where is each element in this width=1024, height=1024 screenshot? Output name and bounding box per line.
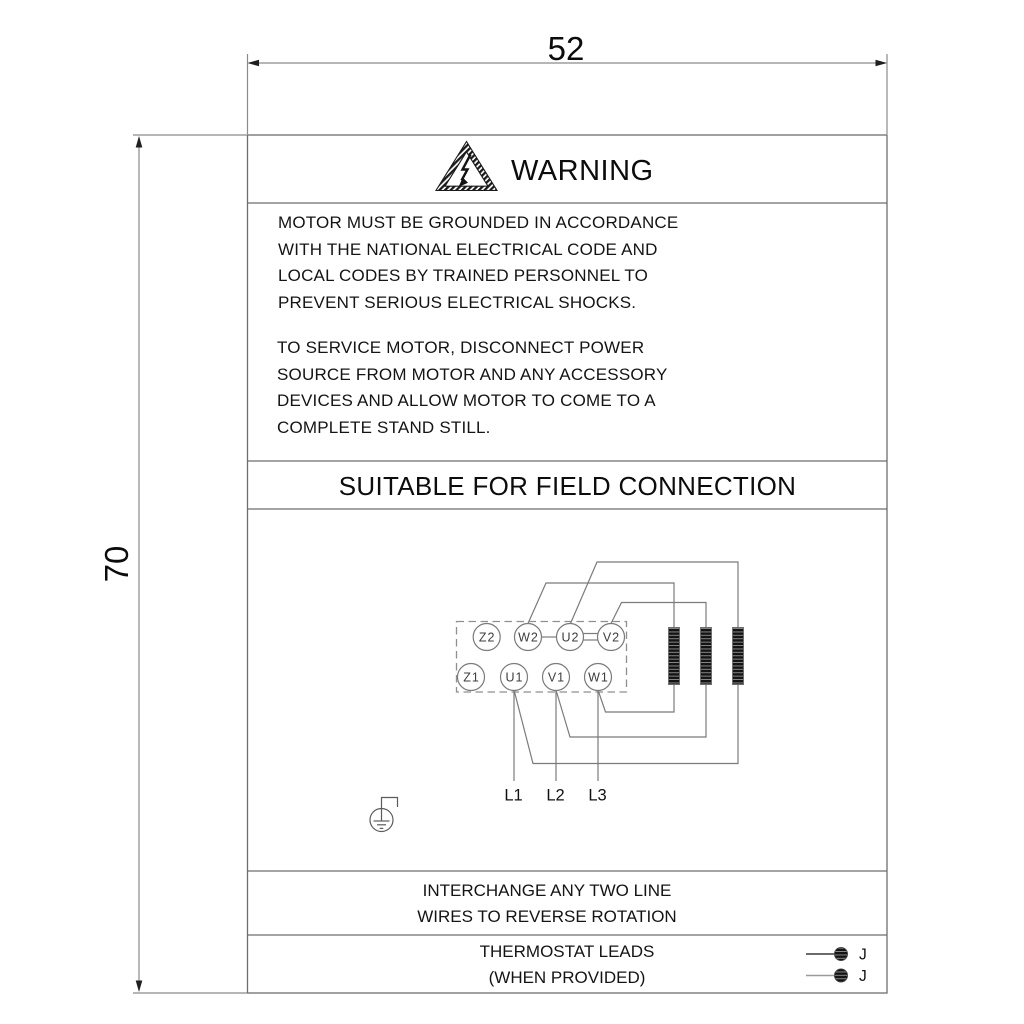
- service-warning-paragraph: [277, 335, 668, 441]
- wire-w1-to-winding1: [598, 684, 674, 712]
- protective-earth-icon: [370, 798, 398, 832]
- line-label-l1: L1: [504, 786, 523, 805]
- grounding-warning-paragraph: [278, 210, 678, 316]
- interchange-note: [229, 878, 865, 930]
- wire-u1-to-winding3: [514, 684, 738, 764]
- terminal-label-u2: U2: [561, 630, 580, 645]
- thermostat-note-line1: THERMOSTAT LEADS: [479, 942, 655, 961]
- paragraph2-line1: TO SERVICE MOTOR, DISCONNECT POWER: [277, 338, 645, 357]
- line-label-l2: L2: [546, 786, 565, 805]
- width-dimension-value: 52: [547, 30, 585, 67]
- line-label-l3: L3: [588, 786, 607, 805]
- arrow-left-icon: [248, 60, 260, 67]
- height-dimension-value: [82, 529, 152, 599]
- wire-u2-to-winding3: [571, 562, 739, 628]
- paragraph1-line4: PREVENT SERIOUS ELECTRICAL SHOCKS.: [278, 292, 637, 312]
- interchange-note-line1: INTERCHANGE ANY TWO LINE: [422, 881, 672, 900]
- terminal-label-z2: Z2: [478, 630, 496, 645]
- terminal-label-z1: Z1: [463, 670, 480, 685]
- paragraph2-line2: SOURCE FROM MOTOR AND ANY ACCESSORY: [277, 364, 668, 384]
- winding-3: [733, 628, 744, 685]
- wire-v2-to-winding2: [611, 603, 706, 629]
- thermostat-lead-1-label: J: [859, 946, 867, 964]
- thermostat-note: [249, 939, 885, 991]
- thermostat-lead-2-label: J: [859, 968, 867, 985]
- height-dimension-text: 70: [98, 545, 135, 583]
- field-connection-title: SUITABLE FOR FIELD CONNECTION: [338, 471, 797, 501]
- interchange-note-line2: WIRES TO REVERSE ROTATION: [417, 907, 677, 926]
- terminal-label-w1: W1: [588, 670, 609, 685]
- arrow-up-icon: [136, 136, 143, 148]
- winding-1: [669, 628, 680, 685]
- terminal-label-u1: U1: [505, 670, 524, 685]
- paragraph1-line2: WITH THE NATIONAL ELECTRICAL CODE AND: [278, 239, 658, 259]
- high-voltage-triangle-icon: [436, 142, 497, 191]
- thermostat-note-line2: (WHEN PROVIDED): [488, 968, 646, 987]
- warning-title: WARNING: [511, 155, 654, 187]
- motor-windings: [669, 628, 744, 685]
- paragraph1-line1: MOTOR MUST BE GROUNDED IN ACCORDANCE: [278, 213, 679, 232]
- terminal-label-v1: V1: [547, 670, 566, 685]
- paragraph1-line3: LOCAL CODES BY TRAINED PERSONNEL TO: [278, 266, 649, 286]
- terminal-label-v2: V2: [602, 630, 621, 645]
- terminal-label-w2: W2: [518, 630, 539, 645]
- arrow-right-icon: [876, 60, 888, 67]
- paragraph2-line3: DEVICES AND ALLOW MOTOR TO COME TO A: [277, 391, 656, 411]
- line-labels: [504, 787, 606, 805]
- winding-2: [701, 628, 712, 685]
- paragraph2-line4: COMPLETE STAND STILL.: [277, 417, 491, 437]
- arrow-down-icon: [136, 981, 143, 993]
